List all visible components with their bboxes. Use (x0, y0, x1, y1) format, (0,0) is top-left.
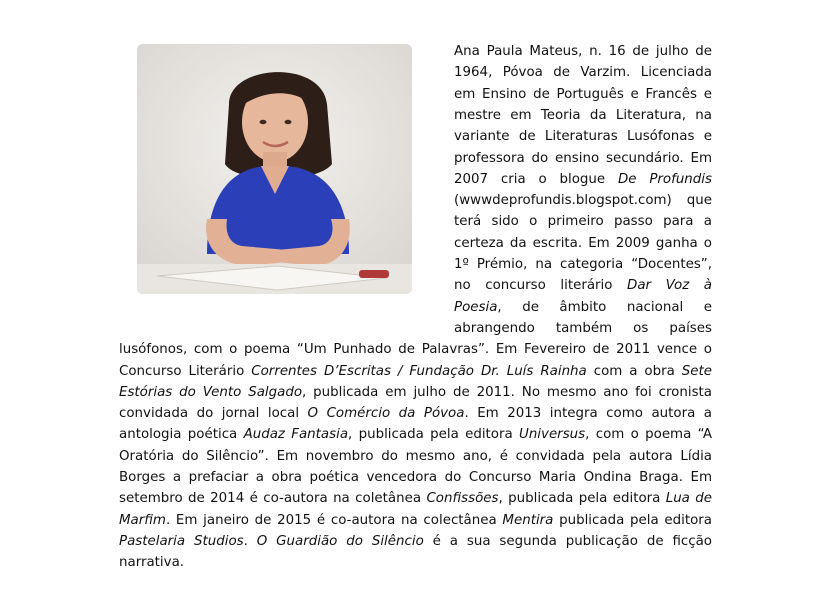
italic-run: O Guardião do Silêncio (256, 533, 424, 549)
italic-run: Dar Voz à (627, 278, 712, 294)
text-run: mestre em Teoria da Literatura, na (454, 107, 712, 123)
bio-line (454, 126, 712, 147)
italic-run: Mentira (502, 512, 554, 528)
italic-run: Marfim (119, 512, 166, 528)
bio-line (454, 41, 712, 62)
text-run: em Ensino de Português e Francês e (454, 86, 712, 102)
bio-line (454, 62, 712, 83)
text-run: , publicada pela editora (498, 491, 666, 507)
italic-run: Universus (519, 427, 586, 443)
italic-run: Audaz Fantasia (243, 427, 349, 443)
text-run: narrativa. (119, 555, 185, 571)
bio-line (454, 190, 712, 211)
italic-run: Poesia (454, 299, 498, 315)
text-run: . (243, 533, 257, 549)
bio-line (454, 318, 712, 339)
text-run: Ana Paula Mateus, n. 16 de julho de (454, 44, 712, 59)
bio-line (119, 552, 712, 573)
text-run: é a sua segunda publicação de ficção (423, 533, 712, 549)
text-run: (wwwdeprofundis.blogspot.com) que (454, 193, 712, 209)
text-run: certeza da escrita. Em 2009 ganha o (454, 235, 712, 251)
bio-line (119, 467, 712, 488)
text-run: convidada do jornal local (119, 406, 308, 422)
bio-line (454, 297, 712, 318)
text-run: terá sido o primeiro passo para a (454, 214, 712, 230)
bio-line (119, 510, 712, 531)
text-run: antologia poética (119, 427, 244, 443)
text-run: , de âmbito nacional e (497, 299, 712, 315)
italic-run: Correntes D’Escritas / Fundação Dr. Luís Rainha (251, 363, 587, 379)
text-run: , publicada pela editora (348, 427, 520, 443)
text-run: variante de Literaturas Lusófonas e (454, 129, 712, 145)
bio-line (119, 361, 712, 382)
italic-run: Confissões (426, 491, 499, 507)
text-run: professora do ensino secundário. Em (454, 150, 712, 166)
bio-line (119, 382, 712, 403)
italic-run: O Comércio da Póvoa (307, 406, 465, 422)
bio-line (454, 254, 712, 275)
bio-line (119, 403, 712, 424)
bio-line (454, 211, 712, 232)
text-run: 2007 cria o blogue (454, 171, 618, 187)
bio-line (454, 84, 712, 105)
bio-line (119, 531, 712, 552)
text-run: no concurso literário (454, 278, 628, 294)
text-run: Borges a prefaciar a obra poética vencedora do Concurso Maria Ondina Braga. Em (119, 470, 712, 485)
bio-line (454, 275, 712, 296)
bio-line (119, 446, 712, 467)
italic-run: Pastelaria Studios (119, 533, 244, 549)
text-run: Concurso Literário (119, 363, 252, 379)
italic-run: Sete (681, 363, 712, 379)
text-run: 1964, Póvoa de Varzim. Licenciada (454, 65, 712, 81)
bio-line (119, 488, 712, 509)
bio-line (454, 169, 712, 190)
text-run: abrangendo também os países (454, 320, 712, 336)
text-run: publicada pela editora (553, 512, 712, 528)
italic-run: Lua de (665, 491, 712, 507)
text-run: . Em 2013 integra como autora a (464, 406, 712, 422)
bio-line (119, 424, 712, 445)
text-run: , com o poema “A (585, 427, 712, 443)
text-run: com a obra (586, 363, 682, 379)
author-photo (137, 44, 412, 294)
text-run: setembro de 2014 é co-autora na coletânea (119, 491, 427, 507)
text-run: 1º Prémio, na categoria “Docentes”, (454, 257, 712, 272)
bio-line (454, 105, 712, 126)
italic-run: De Profundis (617, 171, 712, 187)
text-run: . Em janeiro de 2015 é co-autora na colectânea (165, 512, 503, 528)
italic-run: Estórias do Vento Salgado (119, 384, 303, 400)
bio-line (119, 339, 712, 360)
bio-line (454, 233, 712, 254)
text-run: Oratória do Silêncio”. Em novembro do mesmo ano, é convidada pela autora Lídia (119, 448, 712, 464)
text-run: , publicada em julho de 2011. No mesmo ano foi cronista (302, 384, 712, 400)
bio-line (454, 148, 712, 169)
text-run: lusófonos, com o poema “Um Punhado de Palavras”. Em Fevereiro de 2011 vence o (119, 342, 712, 358)
